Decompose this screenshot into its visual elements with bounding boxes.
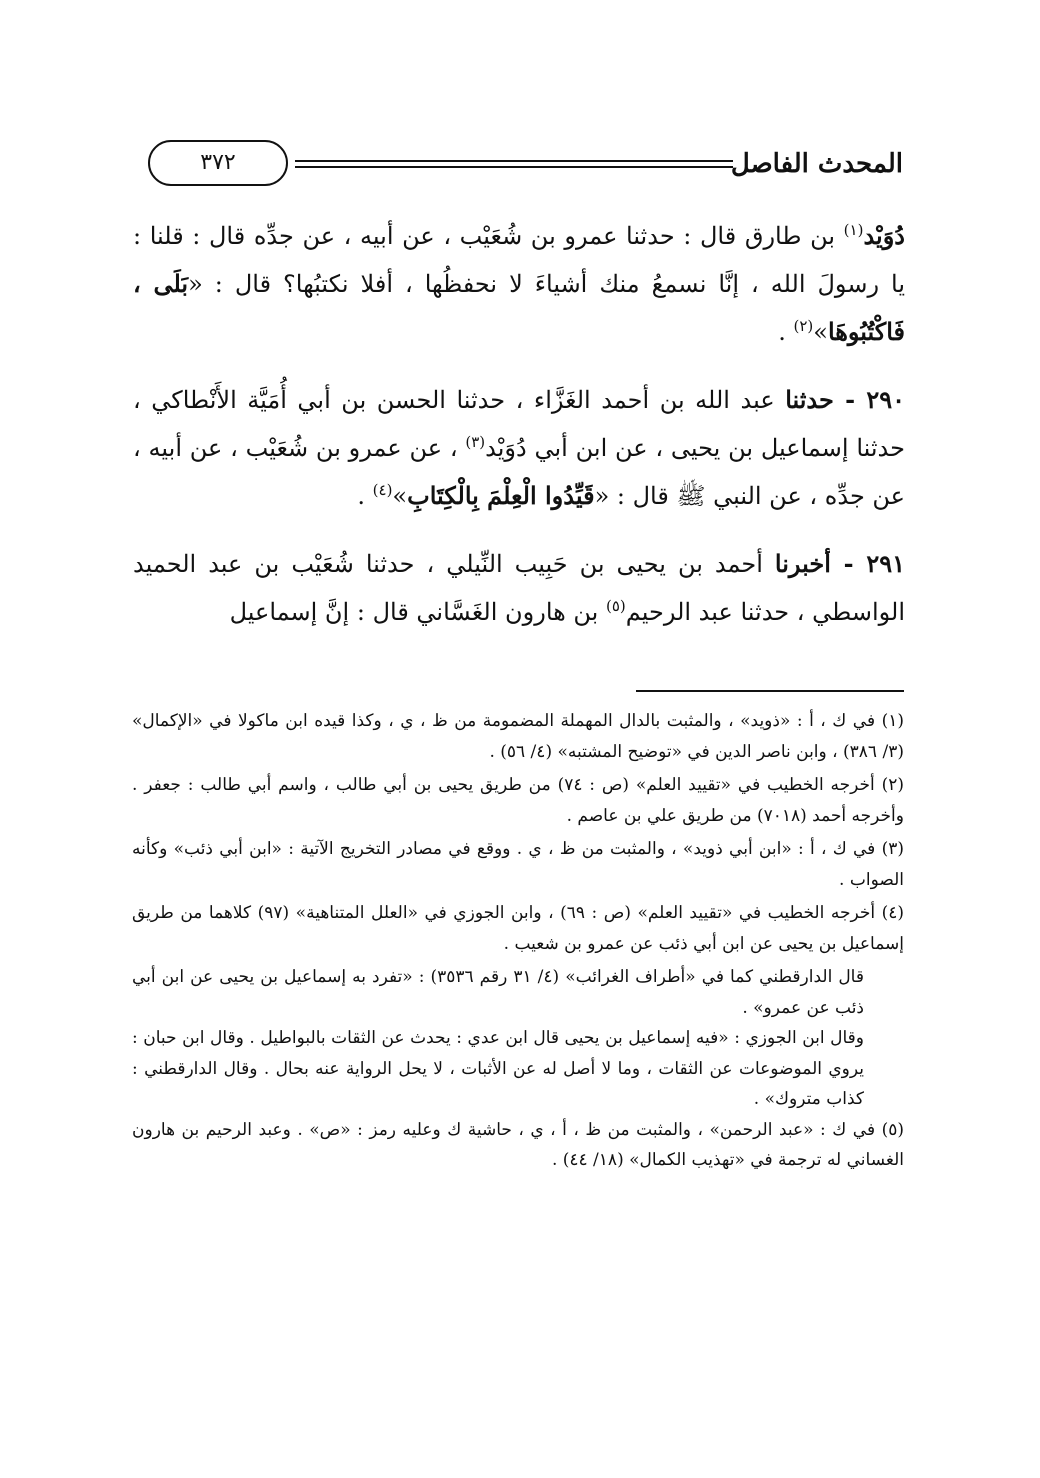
hadith-number: ٢٩٠ -	[833, 385, 905, 414]
footnote-4-continuation: قال الدارقطني كما في «أطراف الغرائب» (٤/ ٣١ رقم ٣٥٣٦) : «تفرد به إسماعيل بن يحيى عن ابن أبي ذئب عن عمرو» .	[132, 967, 864, 1018]
hadith-end: .	[357, 482, 373, 510]
header-rule	[295, 160, 733, 162]
footnote-5	[132, 1115, 904, 1176]
hadith-quote-close: »	[392, 482, 408, 510]
hadith-text: عبد الله بن أحمد الغَزَّاء ، حدثنا الحسن بن أبي أُمَيَّة الأَنْطاكي ، حدثنا إسماعيل بن يحيى ، عن ابن أبي دُوَيْد	[133, 386, 905, 462]
footnotes	[132, 706, 904, 1179]
footnote-separator	[636, 690, 904, 692]
footnote-4-continuation: وقال ابن الجوزي : «فيه إسماعيل بن يحيى قال ابن عدي : يحدث عن الثقات بالبواطيل . وقال ابن حبان : يروي الموضوعات عن الثقات ، وما لا أصل له عن الأثبات ، لا يحل الرواية عنه بحال . وقال الدارقطني : كذاب متروك» .	[132, 1028, 864, 1109]
intro-quote-close: »	[813, 318, 828, 346]
running-title: المحدث الفاصل	[730, 149, 903, 179]
footnote-ref-1: (١)	[843, 221, 864, 239]
footnote-3	[132, 834, 904, 895]
footnote-text: في ك ، أ : «ابن أبي ذويد» ، والمثبت من ظ ، ي . ووقع في مصادر التخريج الآتية : «ابن أبي ذئب» وكأنه الصواب .	[132, 839, 904, 890]
hadith-number: ٢٩١ -	[830, 549, 905, 578]
intro-lead-word: دُوَيْد	[863, 221, 905, 250]
footnote-mark: (٢)	[881, 775, 904, 795]
footnote-ref-4: (٤)	[372, 481, 393, 499]
hadith-quote: قَيِّدُوا الْعِلْمَ بِالْكِتَابِ	[407, 481, 595, 510]
footnote-text: في ك : «عبد الرحمن» ، والمثبت من ظ ، أ ، ي ، حاشية ك وعليه رمز : «ص» . وعبد الرحيم بن هارون الغساني له ترجمة في «تهذيب الكمال» (١٨/ ٤٤) .	[132, 1119, 904, 1170]
intro-quote: بَلَى ، فَاكْتُبُوهَا	[133, 269, 905, 346]
intro-end: .	[778, 318, 794, 346]
footnote-2	[132, 770, 904, 831]
footnote-ref-3: (٣)	[465, 433, 486, 451]
footnote-mark: (٤)	[881, 903, 904, 923]
footnote-mark: (٥)	[881, 1119, 904, 1140]
hadith-290	[133, 376, 905, 520]
hadith-lead: أخبرنا	[774, 549, 831, 578]
page-number-badge: ٣٧٢	[148, 140, 288, 186]
intro-paragraph	[133, 212, 905, 356]
main-text	[133, 212, 905, 636]
footnote-4	[132, 898, 904, 959]
footnote-ref-5: (٥)	[606, 597, 626, 615]
header-rule-double	[295, 166, 733, 168]
footnote-ref-2: (٢)	[793, 317, 814, 335]
footnote-1	[132, 706, 904, 767]
footnote-text: أخرجه الخطيب في «تقييد العلم» (ص : ٦٩) ، وابن الجوزي في «العلل المتناهية» (٩٧) كلاهما من طريق إسماعيل بن يحيى عن ابن أبي ذئب عن عمرو بن شعيب .	[132, 903, 904, 954]
footnote-mark: (١)	[881, 711, 904, 731]
hadith-lead: حدثنا	[785, 385, 834, 414]
hadith-text: بن هارون الغَسَّاني قال : إنَّ إسماعيل	[229, 598, 606, 626]
hadith-291	[133, 540, 905, 636]
intro-text: بن طارق قال : حدثنا عمرو بن شُعَيْب ، عن أبيه ، عن جدِّه قال : قلنا : يا رسولَ الله ، إنَّا نسمعُ منك أشياءَ لا نحفظُها ، أفلا نكتبُها؟ قال : «	[133, 222, 905, 298]
footnote-text: أخرجه الخطيب في «تقييد العلم» (ص : ٧٤) من طريق يحيى بن أبي طالب ، واسم أبي طالب : جعفر . وأخرجه أحمد (٧٠١٨) من طريق علي بن عاصم .	[132, 775, 904, 826]
page-header	[130, 138, 903, 198]
hadith-text: ، عن عمرو بن شُعَيْب ، عن أبيه ، عن جدِّه ، عن النبي ﷺ قال : «	[133, 434, 905, 510]
footnote-text: في ك ، أ : «ذويد» ، والمثبت بالدال المهملة المضمومة من ظ ، ي ، وكذا قيده ابن ماكولا في «الإكمال» (٣/ ٣٨٦) ، وابن ناصر الدين في «توضيح المشتبه» (٤/ ٥٦) .	[132, 711, 904, 762]
hadith-text: أحمد بن يحيى بن حَبِيب النِّيلي ، حدثنا شُعَيْب بن عبد الحميد الواسطي ، حدثنا عبد الرحيم	[133, 550, 905, 626]
footnote-mark: (٣)	[881, 839, 904, 859]
